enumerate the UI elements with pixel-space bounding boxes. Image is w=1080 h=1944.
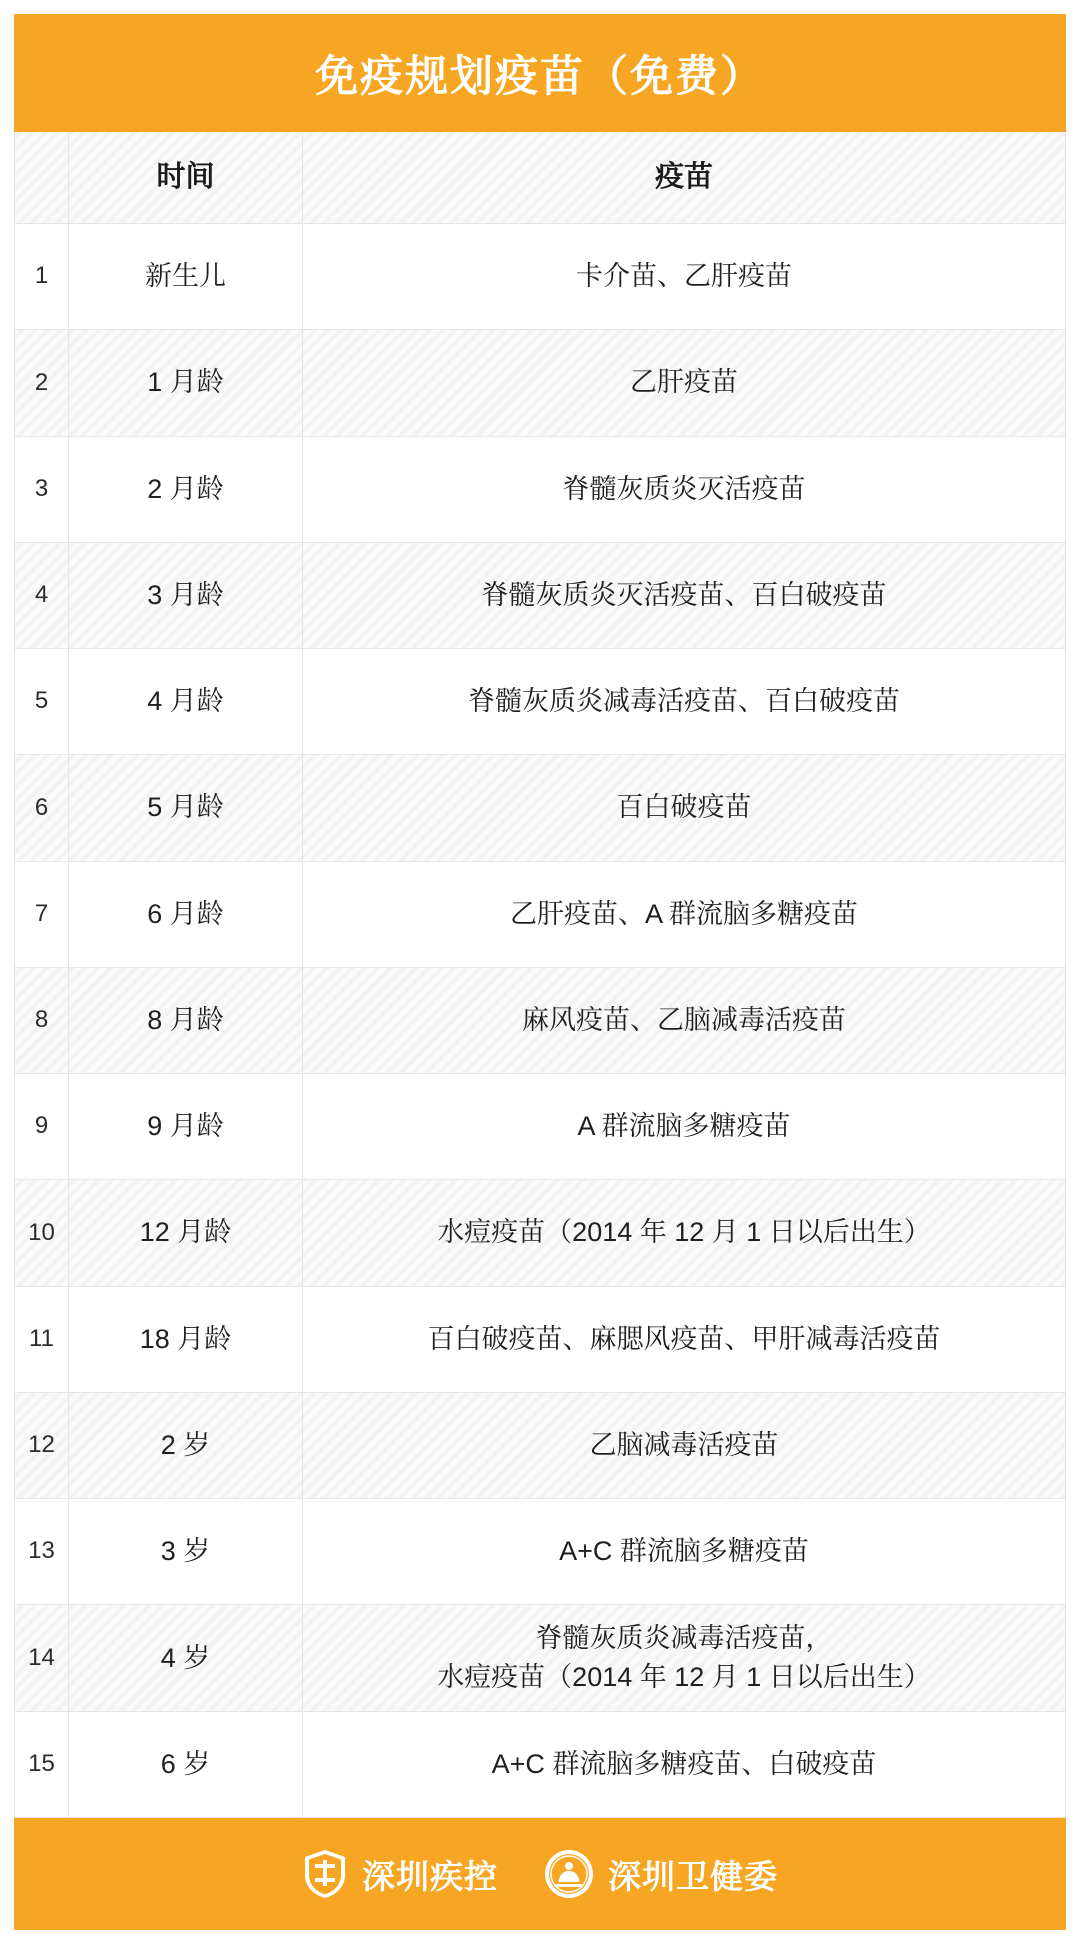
column-header-time: 时间 (69, 132, 303, 223)
table-row (15, 1605, 1065, 1711)
table-row (15, 968, 1065, 1074)
row-vaccine: 脊髓灰质炎减毒活疫苗、百白破疫苗 (468, 686, 900, 717)
row-vaccine: A+C 群流脑多糖疫苗、白破疫苗 (491, 1748, 877, 1779)
table-row (15, 1180, 1065, 1286)
row-time: 6 月龄 (69, 862, 303, 967)
row-vaccine: 乙肝疫苗、A 群流脑多糖疫苗 (509, 898, 859, 929)
row-time: 18 月龄 (69, 1287, 303, 1392)
row-index: 8 (15, 968, 69, 1073)
row-index: 7 (15, 862, 69, 967)
row-vaccine: 乙脑减毒活疫苗 (589, 1429, 779, 1460)
table-row (15, 1074, 1065, 1180)
row-index: 14 (15, 1605, 69, 1710)
row-index: 11 (15, 1287, 69, 1392)
row-index: 4 (15, 543, 69, 648)
column-header-vaccine: 疫苗 (654, 161, 713, 194)
page-title: 免疫规划疫苗（免费） (315, 52, 765, 101)
table-row (15, 1499, 1065, 1605)
row-vaccine: 脊髓灰质炎灭活疫苗 (562, 473, 806, 504)
row-vaccine: 乙肝疫苗 (630, 367, 738, 398)
row-vaccine: 麻风疫苗、乙脑减毒活疫苗 (522, 1004, 846, 1035)
shield-logo-icon (302, 1849, 348, 1899)
row-time: 8 月龄 (69, 968, 303, 1073)
row-index: 1 (15, 224, 69, 329)
row-index: 13 (15, 1499, 69, 1604)
row-vaccine: 水痘疫苗（2014 年 12 月 1 日以后出生） (437, 1217, 931, 1248)
row-time: 2 月龄 (69, 437, 303, 542)
row-index: 6 (15, 755, 69, 860)
column-header-index (15, 132, 69, 223)
row-time: 2 岁 (69, 1393, 303, 1498)
table-row (15, 862, 1065, 968)
table-row (15, 649, 1065, 755)
row-index: 12 (15, 1393, 69, 1498)
row-time: 5 月龄 (69, 755, 303, 860)
row-index: 2 (15, 330, 69, 435)
row-index: 15 (15, 1712, 69, 1817)
brand-cdc (302, 1849, 498, 1899)
row-time: 4 岁 (69, 1605, 303, 1710)
row-vaccine: 百白破疫苗 (616, 792, 752, 823)
row-time: 12 月龄 (69, 1180, 303, 1285)
vaccine-schedule-table (14, 132, 1066, 1818)
brand-name: 深圳卫健委 (608, 1857, 778, 1895)
row-index: 3 (15, 437, 69, 542)
table-row (15, 330, 1065, 436)
row-index: 9 (15, 1074, 69, 1179)
table-row (15, 1287, 1065, 1393)
poster-header (14, 14, 1066, 132)
row-time: 3 岁 (69, 1499, 303, 1604)
poster-footer (14, 1818, 1066, 1930)
brand-name: 深圳疾控 (362, 1857, 498, 1895)
row-time: 3 月龄 (69, 543, 303, 648)
row-vaccine: 卡介苗、乙肝疫苗 (576, 261, 792, 292)
row-time: 4 月龄 (69, 649, 303, 754)
row-vaccine: A 群流脑多糖疫苗 (577, 1111, 791, 1142)
row-time: 9 月龄 (69, 1074, 303, 1179)
row-vaccine: 百白破疫苗、麻腮风疫苗、甲肝减毒活疫苗 (427, 1323, 941, 1354)
row-vaccine: A+C 群流脑多糖疫苗 (559, 1536, 809, 1567)
table-row (15, 437, 1065, 543)
table-header-row (15, 132, 1065, 224)
row-index: 10 (15, 1180, 69, 1285)
table-row (15, 1712, 1065, 1817)
row-time: 新生儿 (69, 224, 303, 329)
row-time: 6 岁 (69, 1712, 303, 1817)
row-vaccine-line: 水痘疫苗（2014 年 12 月 1 日以后出生） (437, 1662, 931, 1693)
row-time: 1 月龄 (69, 330, 303, 435)
table-row (15, 1393, 1065, 1499)
table-row (15, 755, 1065, 861)
table-row (15, 224, 1065, 330)
row-index: 5 (15, 649, 69, 754)
table-row (15, 543, 1065, 649)
round-emblem-icon (544, 1849, 594, 1899)
row-vaccine (303, 1605, 1065, 1710)
row-vaccine-line: 脊髓灰质炎减毒活疫苗， (535, 1622, 833, 1653)
brand-health-commission (544, 1849, 778, 1899)
row-vaccine: 脊髓灰质炎灭活疫苗、百白破疫苗 (481, 579, 887, 610)
